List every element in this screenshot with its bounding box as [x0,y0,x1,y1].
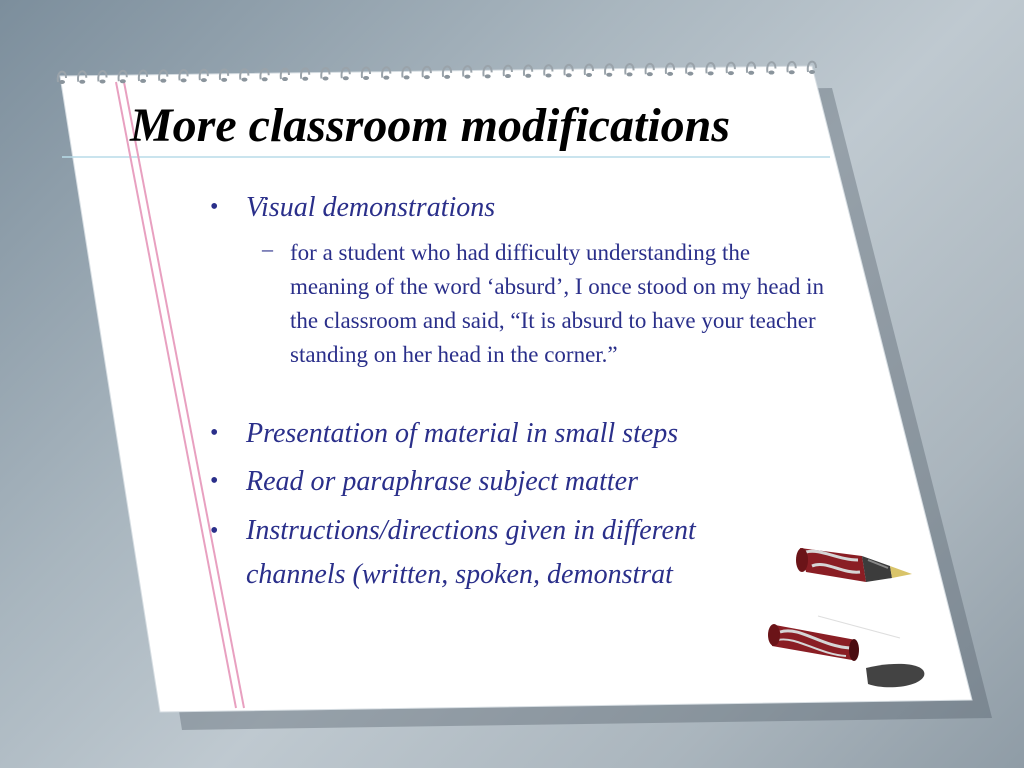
bullet-marker: • [210,194,219,220]
slide-title: More classroom modifications [130,99,731,152]
bullet-item: Read or paraphrase subject matter [246,466,638,497]
bullet-item-line1: Instructions/directions given in different [246,515,696,546]
bullet-item: Presentation of material in small steps [246,418,679,449]
bullet-marker: • [210,518,219,544]
bullet-item-line2: channels (written, spoken, demonstrat [246,559,673,590]
sub-bullet-marker: – [262,236,273,261]
pen-cap-icon [768,616,924,687]
bullet-marker: • [210,468,219,494]
pen-icon [796,548,912,582]
bullet-item: Visual demonstrations [246,192,496,223]
sub-bullet-item: for a student who had difficulty understanding the meaning of the word ‘absurd’, I once stood on my head in the classroom and said, “It is absurd to have your teacher standing on her head in the corner.” [290,240,824,367]
bullet-marker: • [210,420,219,446]
